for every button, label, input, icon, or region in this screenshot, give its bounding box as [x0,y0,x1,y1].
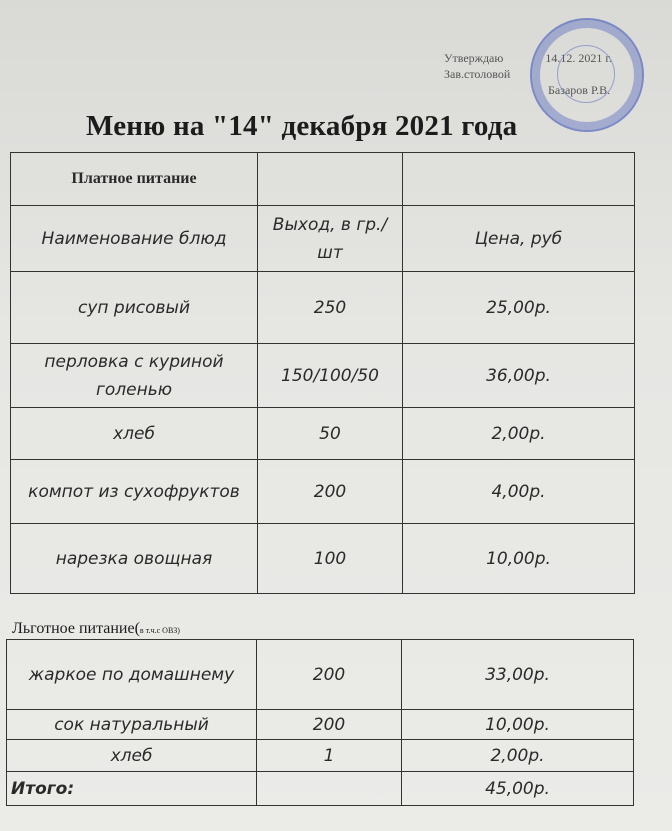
dish-name: хлеб [11,408,258,460]
dish-price: 25,00р. [403,272,635,344]
total-row [7,772,634,806]
dish-price: 36,00р. [403,344,635,408]
dish-name: жаркое по домашнему [7,640,257,710]
table-row [11,272,635,344]
benefit-section-note: в т.ч.с ОВЗ) [139,626,180,635]
dish-name: суп рисовый [11,272,258,344]
table-row [11,344,635,408]
table-row [7,640,634,710]
dish-price: 33,00р. [402,640,634,710]
benefit-section-title [12,620,180,638]
dish-price: 2,00р. [402,740,634,772]
table-row [11,524,635,594]
dish-weight: 200 [257,710,402,740]
stamp-seal-inner [557,45,615,103]
dish-price: 10,00р. [403,524,635,594]
empty-cell [403,153,635,206]
table-row [7,740,634,772]
dish-weight: 200 [258,460,403,524]
dish-weight: 1 [257,740,402,772]
dish-weight: 100 [258,524,403,594]
table-row [11,408,635,460]
benefit-section-header: Льготное питание( [12,620,140,637]
dish-price: 2,00р. [403,408,635,460]
approval-position: Зав.столовой [444,67,511,81]
benefit-menu-table [6,639,634,806]
page-title: Меню на "14" декабря 2021 года [86,110,518,142]
dish-name: компот из сухофруктов [11,460,258,524]
column-header-name: Наименование блюд [11,206,258,272]
dish-weight: 150/100/50 [258,344,403,408]
table-row [7,710,634,740]
dish-name: сок натуральный [7,710,257,740]
approved-label: Утверждаю [444,51,504,65]
empty-cell [258,153,403,206]
table-header-row [11,206,635,272]
approval-date: 14.12. 2021 г. [545,51,612,65]
empty-cell [257,772,402,806]
dish-weight: 50 [258,408,403,460]
dish-price: 10,00р. [402,710,634,740]
table-row [11,153,635,206]
dish-name: нарезка овощная [11,524,258,594]
dish-weight: 250 [258,272,403,344]
column-header-weight: Выход, в гр./шт [258,206,403,272]
paid-section-header: Платное питание [11,153,258,206]
paid-menu-table [10,152,635,594]
total-value: 45,00р. [402,772,634,806]
dish-weight: 200 [257,640,402,710]
dish-name: хлеб [7,740,257,772]
table-row [11,460,635,524]
approval-name: Базаров Р.В. [548,83,611,97]
dish-price: 4,00р. [403,460,635,524]
column-header-price: Цена, руб [403,206,635,272]
dish-name: перловка с куриной голенью [11,344,258,408]
total-label: Итого: [7,772,257,806]
